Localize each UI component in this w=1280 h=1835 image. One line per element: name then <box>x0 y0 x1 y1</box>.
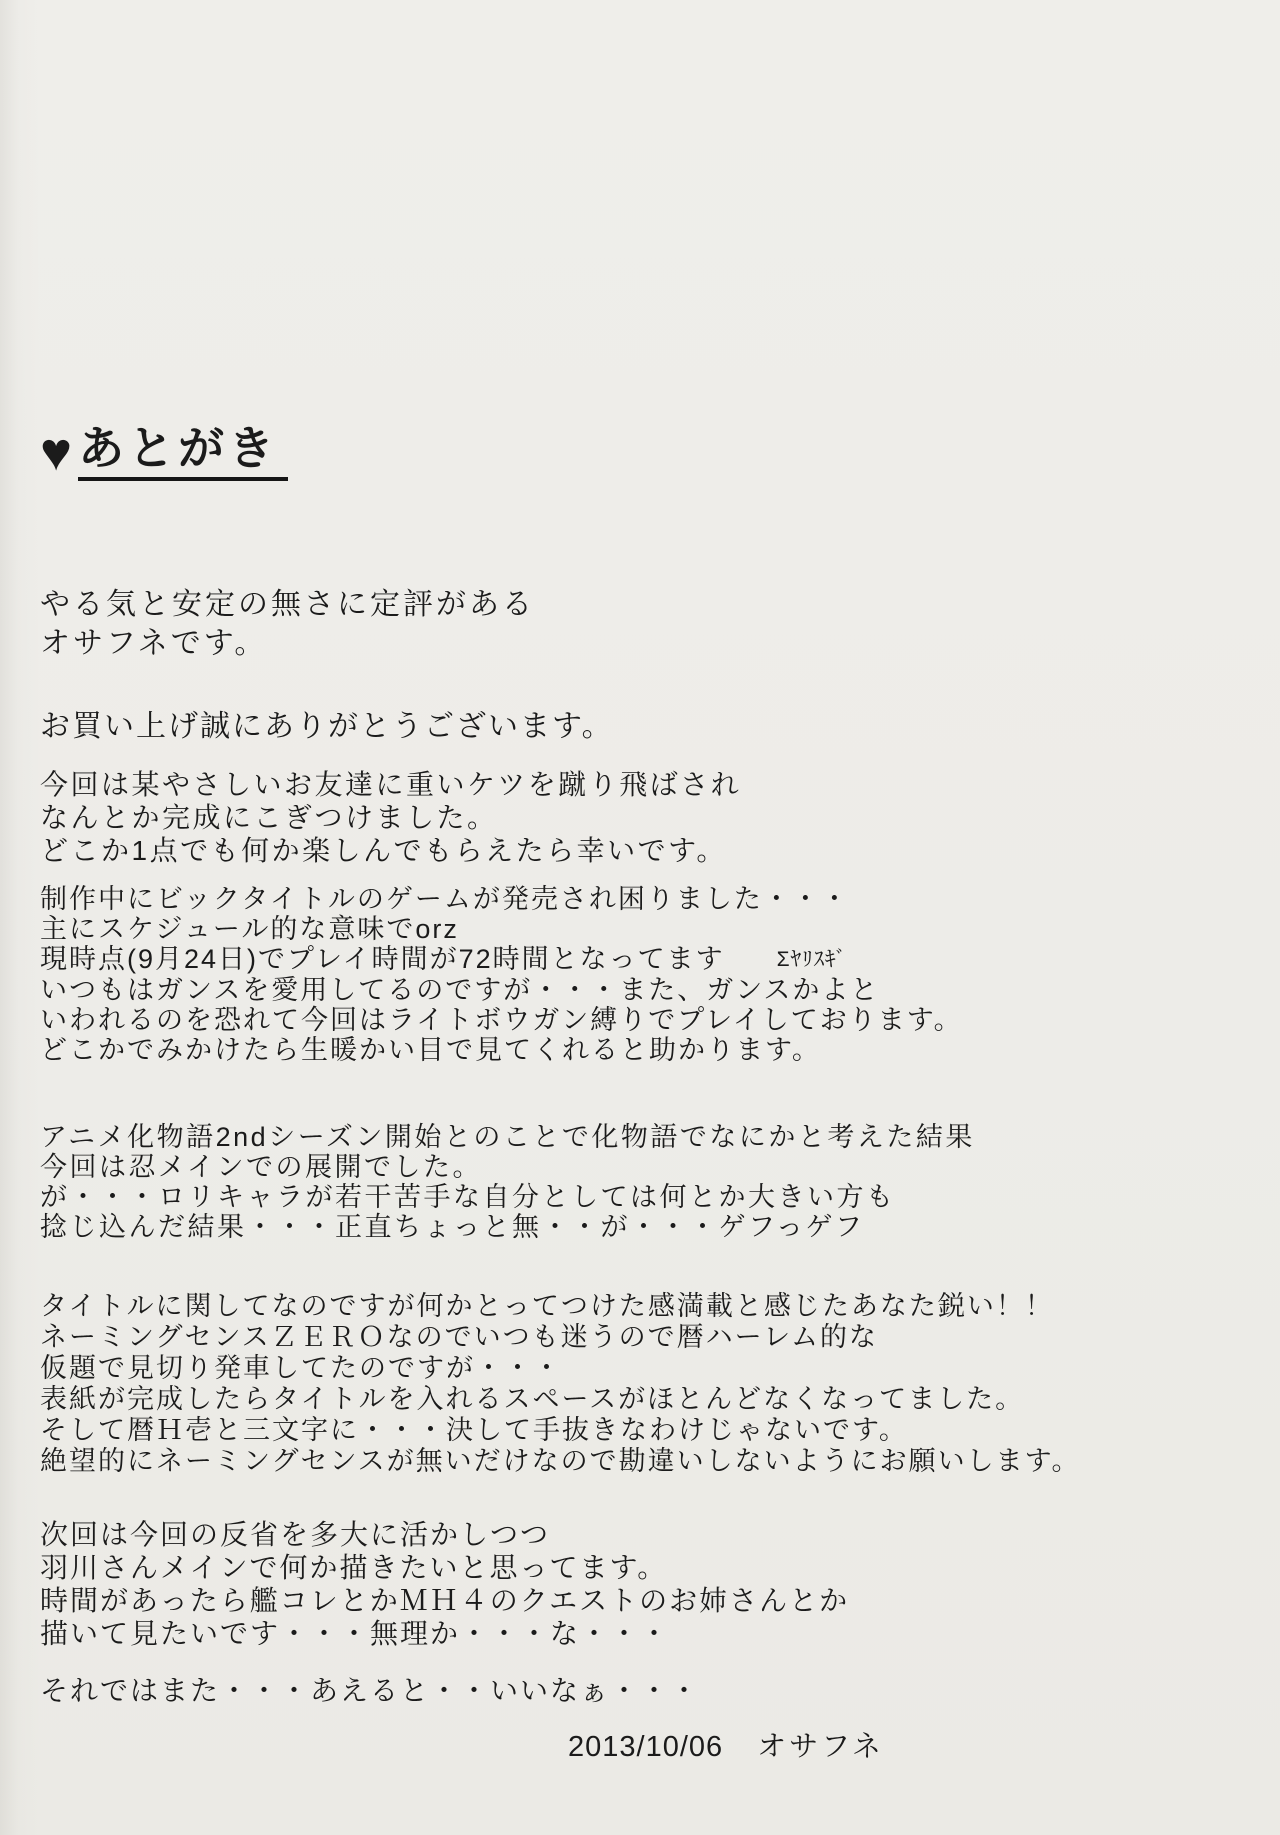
text-line: が・・・ロリキャラが若干苦手な自分としては何とか大きい方も <box>40 1182 896 1212</box>
paragraph-completion <box>40 768 741 867</box>
text-line: 次回は今回の反省を多大に活かしつつ <box>40 1519 551 1550</box>
text-line: 時間があったら艦コレとかＭＨ４のクエストのお姉さんとか <box>40 1585 850 1616</box>
paragraph-next-plans <box>40 1518 849 1650</box>
text-line: いつもはガンスを愛用してるのですが・・・また、ガンスかよと <box>40 975 880 1005</box>
text-line: 仮題で見切り発車してたのですが・・・ <box>40 1353 562 1383</box>
heart-icon: ♥ <box>40 422 77 482</box>
text-line <box>40 944 963 975</box>
text-line: オサフネです。 <box>40 627 268 660</box>
text-line: 描いて見たいです・・・無理か・・・な・・・ <box>40 1618 671 1649</box>
paragraph-title-talk <box>40 1291 1081 1477</box>
text-line: 絶望的にネーミングセンスが無いだけなので勘違いしないようにお願いします。 <box>40 1446 1081 1476</box>
text-line: 羽川さんメインで何か描きたいと思ってます。 <box>40 1552 668 1583</box>
text-line: 今回は忍メインでの展開でした。 <box>40 1152 482 1182</box>
paragraph-farewell <box>40 1675 700 1707</box>
text-line: お買い上げ誠にありがとうございます。 <box>40 710 614 743</box>
text-line: アニメ化物語2ndシーズン開始とのことで化物語でなにかと考えた結果 <box>40 1122 975 1152</box>
signature-author: オサフネ <box>757 1731 884 1763</box>
text-line: どこかでみかけたら生暖かい目で見てくれると助かります。 <box>40 1035 821 1065</box>
text-line: それではまた・・・あえると・・いいなぁ・・・ <box>40 1675 701 1706</box>
paragraph-anime-talk <box>40 1122 975 1242</box>
text-line: やる気と安定の無さに定評がある <box>40 588 535 621</box>
aside-comment: Σﾔﾘｽｷﾞ <box>776 948 848 971</box>
text-line: いわれるのを恐れて今回はライトボウガン縛りでプレイしております。 <box>40 1005 963 1035</box>
text-line: なんとか完成にこぎつけました。 <box>40 802 498 833</box>
text-line: 制作中にビックタイトルのゲームが発売され困りました・・・ <box>40 884 850 914</box>
text-line-main: 現時点(9月24日)でプレイ時間が72時間となってます <box>40 944 725 974</box>
page-title: あとがき <box>78 422 288 481</box>
text-line: ネーミングセンスＺＥＲＯなのでいつも迷うので暦ハーレム的な <box>40 1322 879 1352</box>
text-line: 主にスケジュール的な意味でorz <box>40 914 459 944</box>
text-line: そして暦Ｈ壱と三文字に・・・決して手抜きなわけじゃないです。 <box>40 1415 908 1445</box>
text-line: 表紙が完成したらタイトルを入れるスペースがほとんどなくなってました。 <box>40 1384 1025 1414</box>
afterword-heading <box>40 412 288 482</box>
paragraph-thanks <box>40 708 614 746</box>
text-line: タイトルに関してなのですが何かとってつけた感満載と感じたあなた鋭い！！ <box>40 1291 1054 1321</box>
paragraph-self-intro <box>40 585 535 663</box>
text-line: 捻じ込んだ結果・・・正直ちょっと無・・が・・・ゲフっゲフ <box>40 1212 865 1242</box>
text-line: 今回は某やさしいお友達に重いケツを蹴り飛ばされ <box>40 769 742 800</box>
text-line: どこか1点でも何か楽しんでもらえたら幸いです。 <box>40 835 727 866</box>
signature-date: 2013/10/06 <box>568 1731 724 1763</box>
signature <box>568 1724 884 1765</box>
paragraph-game-talk <box>40 884 963 1065</box>
